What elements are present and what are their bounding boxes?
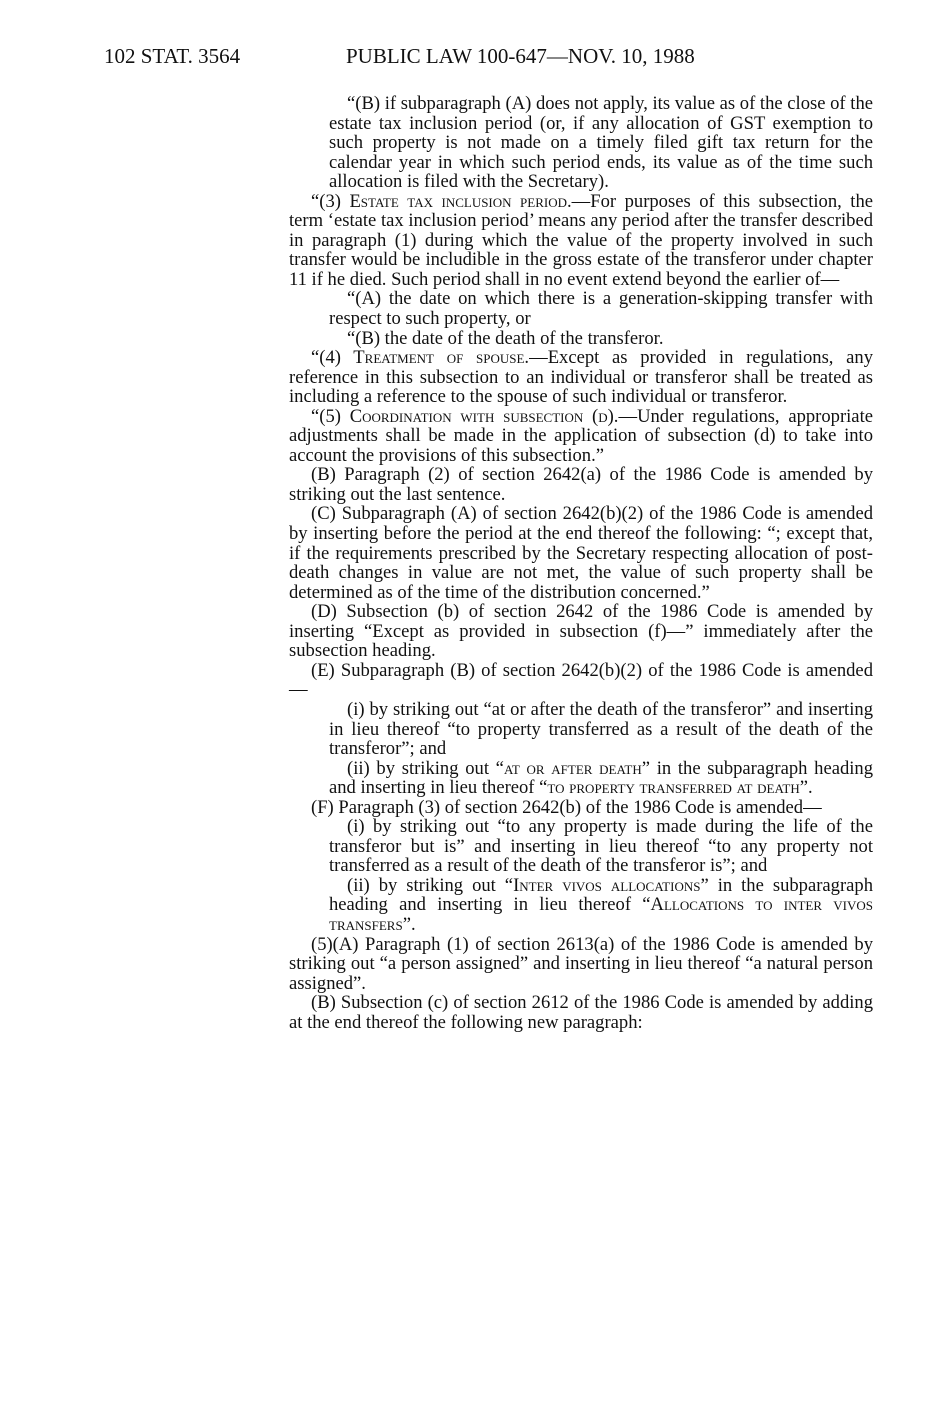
- paragraph-3b: “(B) the date of the death of the transferor.: [347, 327, 664, 349]
- page-header: [104, 44, 886, 70]
- amendment-b: (B) Paragraph (2) of section 2642(a) of the 1986 Code is amended by striking out the last sentence.: [289, 464, 873, 505]
- paragraph-heading: “(4) Treatment of spouse.: [311, 347, 530, 369]
- amendment-f: (F) Paragraph (3) of section 2642(b) of the 1986 Code is amended—: [311, 796, 822, 818]
- paragraph-5-coordination: “(5) Coordination with subsection (d).—Under regulations, appropriate adjustments shall be made in the application of subsection (d) to take into account the provisions of this subsection.”: [289, 405, 873, 466]
- amendment-c: (C) Subparagraph (A) of section 2642(b)(2) of the 1986 Code is amended by inserting before the period at the end thereof the following: “; except that, if the requirements prescribed by the Secretary respecting allocation of post-death changes in value are not met, the value of such property shall be determined as of the time of the distribution concerned.”: [289, 503, 873, 603]
- amendment-f-i: (i) by striking out “to any property is made during the life of the transferor but is” and inserting in lieu thereof “to any property not transferred as a result of the death of the transferor is”; and: [329, 816, 873, 877]
- public-law-title: PUBLIC LAW 100-647—NOV. 10, 1988: [346, 44, 695, 68]
- paragraph-3a: “(A) the date on which there is a generation-skipping transfer with respect to such property, or: [329, 288, 873, 330]
- paragraph-3-estate-tax-inclusion-period: “(3) Estate tax inclusion period.—For purposes of this subsection, the term ‘estate tax inclusion period’ means any period after the transfer described in paragraph (1) during which the value of the property involved in such transfer would be includible in the gross estate of the transferor under chapter 11 if he died. Such period shall in no event extend beyond the earlier of—: [289, 190, 873, 290]
- stat-page-number: 102 STAT. 3564: [104, 44, 241, 68]
- amendment-e-i: (i) by striking out “at or after the death of the transferor” and inserting in lieu thereof “to property transferred as a result of the death of the transferor”; and: [329, 698, 873, 760]
- paragraph-heading: “(3) Estate tax inclusion period.: [311, 190, 572, 212]
- paragraph-4-treatment-of-spouse: “(4) Treatment of spouse.—Except as provided in regulations, any reference in this subsection to an individual or transferor shall be treated as including a reference to the spouse of such individual or transferor.: [289, 347, 874, 408]
- amendment-5a: (5)(A) Paragraph (1) of section 2613(a) of the 1986 Code is amended by striking out “a person assigned” and inserting in lieu thereof “a natural person assigned”.: [289, 933, 873, 994]
- amendment-e-ii: (ii) by striking out “at or after death” in the subparagraph heading and inserting in lieu thereof “to property transferred at death”.: [329, 757, 874, 799]
- amendment-f-ii: (ii) by striking out “Inter vivos allocations” in the subparagraph heading and inserting in lieu thereof “Allocations to inter vivos transfers”.: [329, 874, 873, 935]
- amendment-e: (E) Subparagraph (B) of section 2642(b)(2) of the 1986 Code is amended—: [289, 659, 873, 701]
- paragraph-b-value: “(B) if subparagraph (A) does not apply, its value as of the close of the estate tax inclusion period (or, if any allocation of GST exemption to such property is not made on a timely filed gift tax return for the calendar year in which such period ends, its value as of the time such allocation is filed with the Secretary).: [329, 93, 873, 193]
- paragraph-heading: “(5) Coordination with subsection (d).: [311, 405, 619, 427]
- amendment-d: (D) Subsection (b) of section 2642 of the 1986 Code is amended by inserting “Except as provided in subsection (f)—” immediately after the subsection heading.: [289, 601, 873, 662]
- statute-body: [289, 94, 873, 1032]
- amendment-5b: (B) Subsection (c) of section 2612 of the 1986 Code is amended by adding at the end thereof the following new paragraph:: [289, 992, 873, 1033]
